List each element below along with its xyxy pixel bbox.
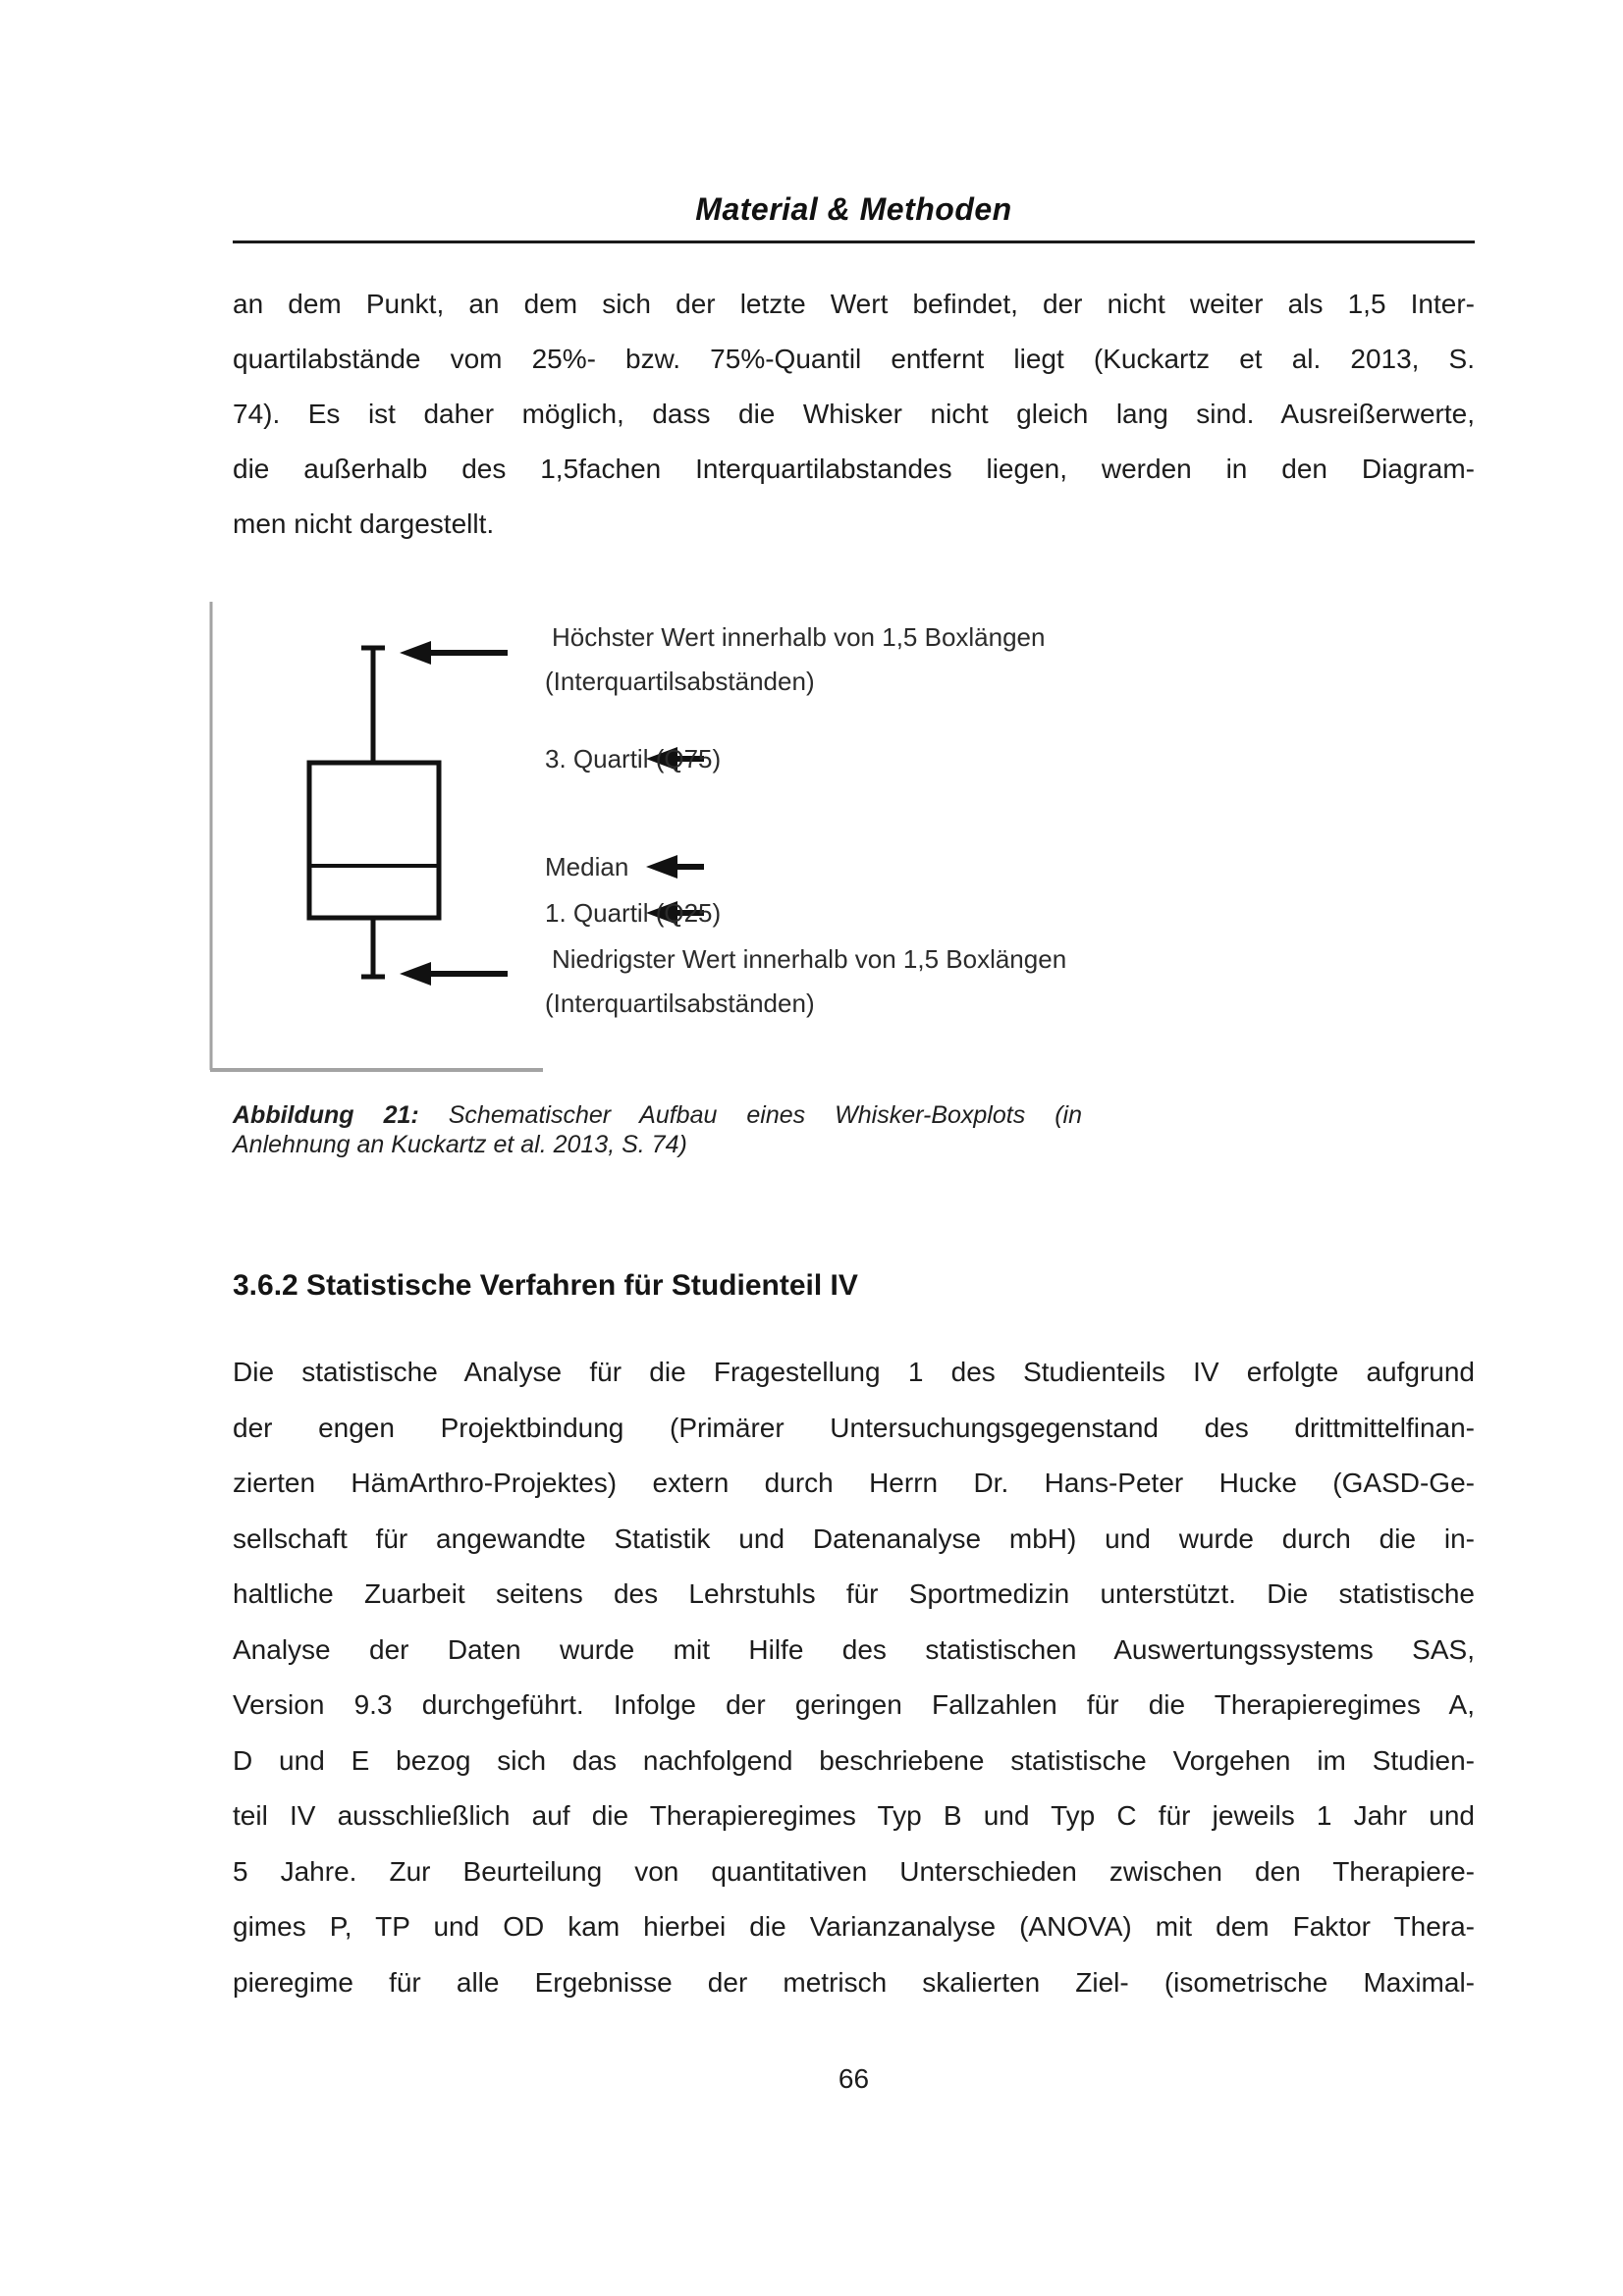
boxplot-schematic	[196, 589, 1129, 1080]
figure-caption-text: Schematischer Aufbau eines Whisker-Boxplots (in	[448, 1101, 1083, 1129]
section-heading-362: 3.6.2 Statistische Verfahren für Studienteil IV	[233, 1269, 858, 1302]
label-q75: 3. Quartil (Q75)	[545, 744, 722, 774]
figure-caption-line2: Anlehnung an Kuckartz et al. 2013, S. 74)	[233, 1131, 687, 1158]
arrow-min-head-icon	[400, 962, 431, 986]
paragraph-line: sellschaft für angewandte Statistik und Datenanalyse mbH) und wurde durch die in-	[233, 1522, 1475, 1554]
label-max-line2: (Interquartilsabständen)	[545, 667, 815, 696]
paragraph-line: Version 9.3 durchgeführt. Infolge der geringen Fallzahlen für die Therapieregimes A,	[233, 1689, 1475, 1720]
label-min-line1: Niedrigster Wert innerhalb von 1,5 Boxlängen	[552, 944, 1067, 974]
paragraph-line: D und E bezog sich das nachfolgend beschriebene statistische Vorgehen im Studien-	[233, 1744, 1475, 1776]
paragraph-line: gimes P, TP und OD kam hierbei die Varianzanalyse (ANOVA) mit dem Faktor Thera-	[233, 1911, 1475, 1942]
figure-caption-line1	[233, 1100, 1082, 1130]
label-median: Median	[545, 852, 629, 881]
paragraph-line: die außerhalb des 1,5fachen Interquartilabstandes liegen, werden in den Diagram-	[233, 454, 1475, 484]
label-q25: 1. Quartil (Q25)	[545, 898, 722, 928]
paragraph-statistical-methods	[233, 1345, 1475, 2010]
iqr-box	[309, 763, 439, 918]
paragraph-line: an dem Punkt, an dem sich der letzte Wert befindet, der nicht weiter als 1,5 Inter-	[233, 289, 1475, 319]
paragraph-line: pieregime für alle Ergebnisse der metrisch skalierten Ziel- (isometrische Maximal-	[233, 1966, 1475, 1998]
figure-caption	[233, 1100, 1082, 1159]
paragraph-line: 5 Jahre. Zur Beurteilung von quantitativen Unterschieden zwischen den Therapiere-	[233, 1855, 1475, 1887]
paragraph-line: Die statistische Analyse für die Fragestellung 1 des Studienteils IV erfolgte aufgrund	[233, 1357, 1475, 1387]
arrow-median-head-icon	[646, 855, 677, 879]
label-max-line1: Höchster Wert innerhalb von 1,5 Boxlängen	[552, 622, 1046, 652]
paragraph-line: 74). Es ist daher möglich, dass die Whisker nicht gleich lang sind. Ausreißerwerte,	[233, 399, 1475, 429]
paragraph-line: der engen Projektbindung (Primärer Untersuchungsgegenstand des drittmittelfinan-	[233, 1412, 1475, 1443]
paragraph-line: haltliche Zuarbeit seitens des Lehrstuhls für Sportmedizin unterstützt. Die statistische	[233, 1578, 1475, 1609]
paragraph-line: Analyse der Daten wurde mit Hilfe des statistischen Auswertungssystems SAS,	[233, 1633, 1475, 1665]
figure-caption-label: Abbildung 21:	[233, 1101, 419, 1129]
paragraph-boxplot-explanation	[233, 277, 1475, 552]
label-min-line2: (Interquartilsabständen)	[545, 988, 815, 1018]
paragraph-line: men nicht dargestellt.	[233, 508, 495, 539]
paragraph-line: teil IV ausschließlich auf die Therapieregimes Typ B und Typ C für jeweils 1 Jahr und	[233, 1800, 1475, 1831]
boxplot-figure	[196, 589, 1129, 1080]
running-header: Material & Methoden	[695, 191, 1012, 227]
page-number: 66	[838, 2063, 870, 2094]
header-rule	[233, 240, 1475, 243]
paragraph-line: zierten HämArthro-Projektes) extern durch Herrn Dr. Hans-Peter Hucke (GASD-Ge-	[233, 1468, 1475, 1498]
paragraph-line: quartilabstände vom 25%- bzw. 75%-Quantil entfernt liegt (Kuckartz et al. 2013, S.	[233, 344, 1475, 374]
arrow-max-head-icon	[400, 641, 431, 665]
